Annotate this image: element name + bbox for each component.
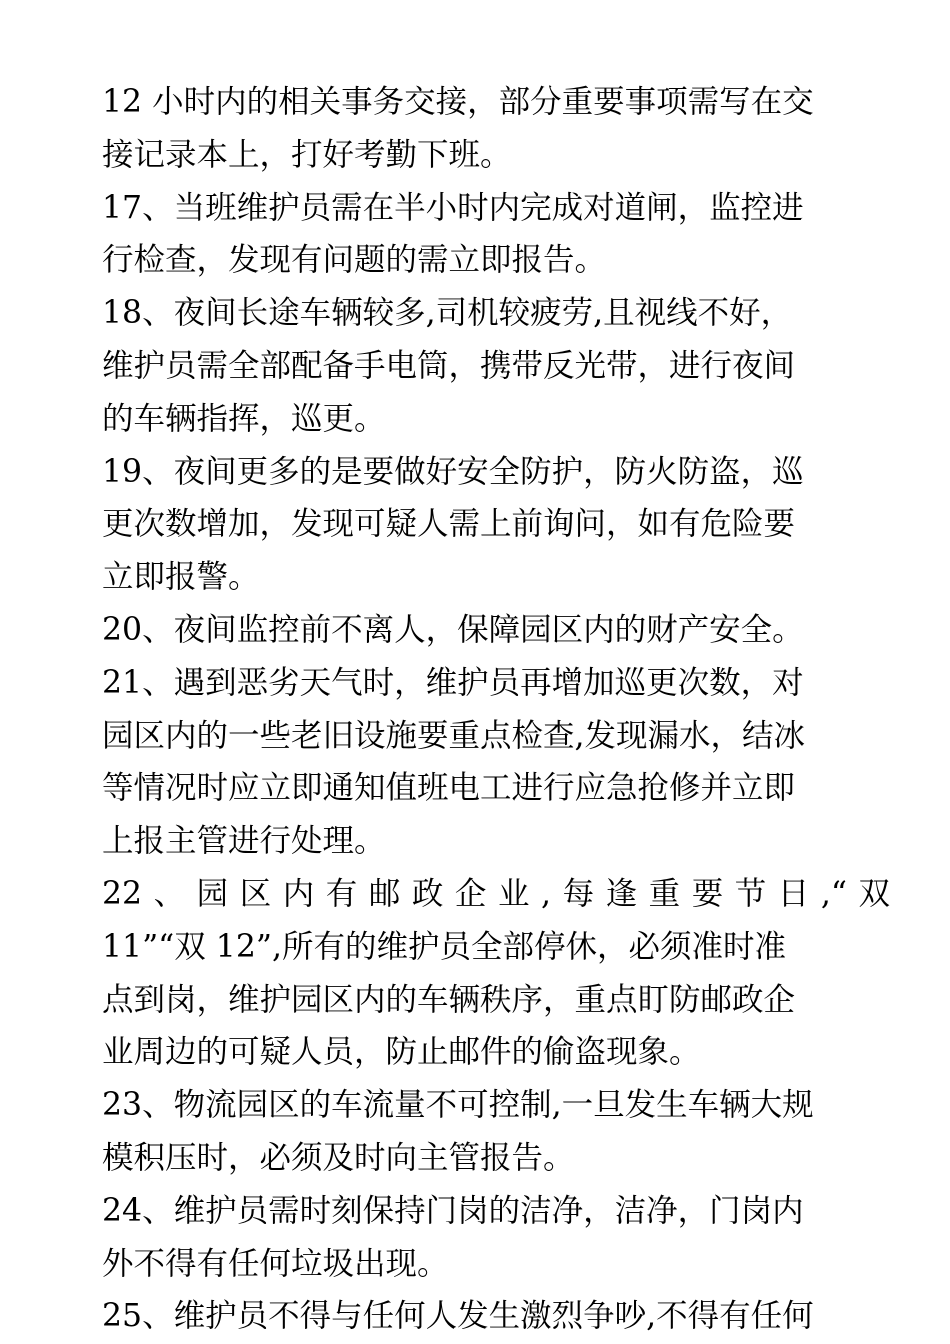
text-line: 园区内的一些老旧设施要重点检查,发现漏水，结冰: [102, 717, 806, 754]
text-line: 22、园区内有邮政企业,每逢重要节日,“双: [102, 875, 890, 912]
paragraph-12: [102, 76, 890, 182]
text-line: 上报主管进行处理。: [102, 823, 386, 860]
document-page: [102, 76, 890, 1343]
paragraph-17: [102, 182, 890, 288]
text-line: 17、当班维护员需在半小时内完成对道闸，监控进: [102, 189, 804, 226]
paragraph-19: [102, 446, 890, 604]
text-line: 点到岗，维护园区内的车辆秩序，重点盯防邮政企: [102, 981, 796, 1018]
text-line: 19、夜间更多的是要做好安全防护，防火防盗，巡: [102, 453, 804, 490]
text-line: 24、维护员需时刻保持门岗的洁净，洁净，门岗内: [102, 1192, 804, 1229]
paragraph-23: [102, 1079, 890, 1185]
paragraph-25: [102, 1290, 890, 1343]
text-line: 23、物流园区的车流量不可控制,一旦发生车辆大规: [102, 1087, 814, 1124]
text-line: 行检查，发现有问题的需立即报告。: [102, 242, 607, 279]
text-line: 立即报警。: [102, 559, 260, 596]
text-line: 12 小时内的相关事务交接，部分重要事项需写在交: [102, 84, 814, 120]
text-line: 等情况时应立即通知值班电工进行应急抢修并立即: [102, 770, 796, 807]
paragraph-24: [102, 1185, 890, 1291]
text-line: 25、维护员不得与任何人发生激烈争吵,不得有任何: [102, 1298, 814, 1335]
text-line: 维护员需全部配备手电筒，携带反光带，进行夜间: [102, 347, 796, 384]
text-line: 20、夜间监控前不离人，保障园区内的财产安全。: [102, 611, 804, 648]
paragraph-21: [102, 657, 890, 868]
text-line: 11”“双 12”,所有的维护员全部停休，必须准时准: [102, 928, 787, 965]
text-line: 18、夜间长途车辆较多,司机较疲劳,且视线不好，: [102, 295, 793, 332]
text-line: 的车辆指挥，巡更。: [102, 400, 386, 437]
text-line: 模积压时，必须及时向主管报告。: [102, 1139, 575, 1176]
text-line: 21、遇到恶劣天气时，维护员再增加巡更次数，对: [102, 664, 804, 701]
paragraph-18: [102, 287, 890, 445]
paragraph-22: [102, 868, 890, 1079]
text-line: 更次数增加，发现可疑人需上前询问，如有危险要: [102, 506, 796, 543]
text-line: 外不得有任何垃圾出现。: [102, 1245, 449, 1282]
text-line: 接记录本上，打好考勤下班。: [102, 136, 512, 173]
text-line: 业周边的可疑人员，防止邮件的偷盗现象。: [102, 1034, 701, 1071]
paragraph-20: [102, 604, 890, 657]
